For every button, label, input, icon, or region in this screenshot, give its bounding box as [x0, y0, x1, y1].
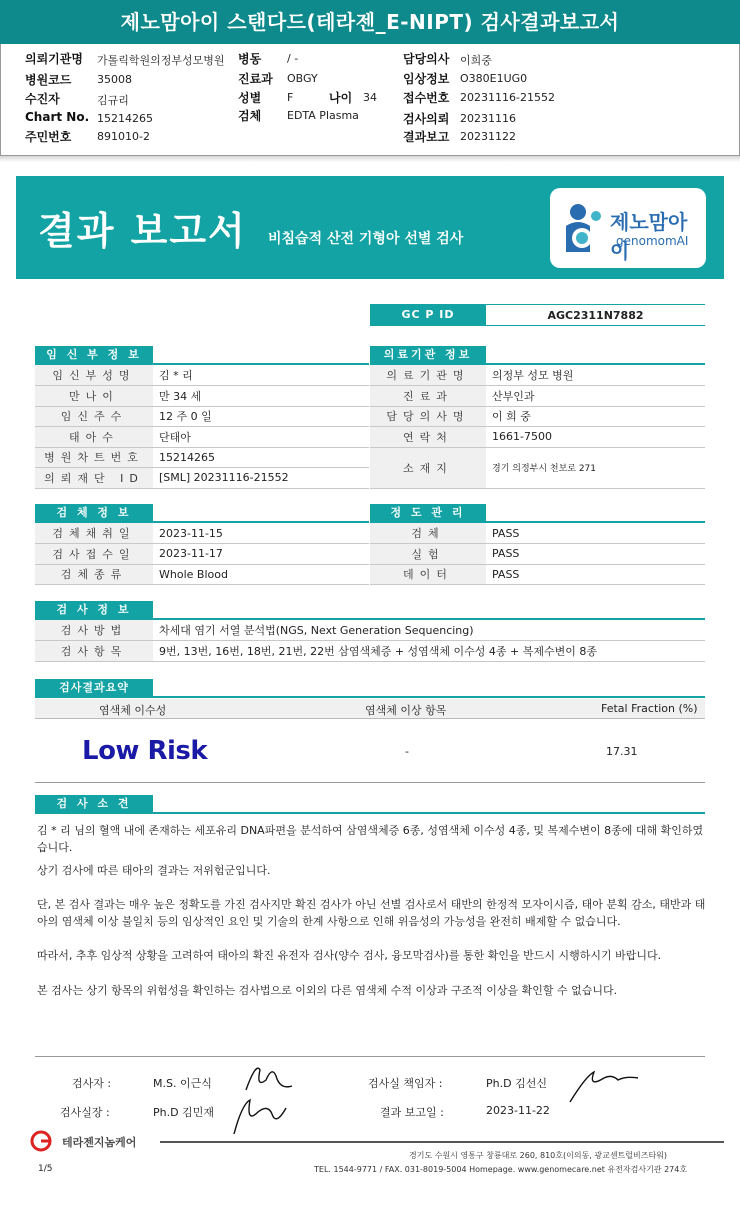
dept-value: OBGY	[287, 72, 318, 85]
genomom-logo	[550, 188, 706, 268]
dept-label: 진료과	[238, 72, 273, 86]
doctor-label: 담당의사	[403, 52, 450, 66]
summary-col-fetal-fraction: Fetal Fraction (%)	[601, 702, 698, 715]
row-label: 검체채취일	[35, 523, 153, 544]
receipt-label: 접수번호	[403, 91, 450, 105]
specimen-label: 검체	[238, 109, 262, 123]
specimen-value: EDTA Plasma	[287, 109, 359, 122]
gcp-id-box	[370, 304, 705, 326]
report-value: 20231122	[460, 130, 516, 143]
table-row	[35, 564, 369, 585]
row-label: 태아수	[35, 427, 153, 448]
row-value: 산부인과	[486, 386, 705, 407]
table-row	[370, 427, 705, 448]
row-value: 만 34 세	[153, 386, 369, 407]
manager-label: 검사실 책임자 :	[368, 1077, 443, 1090]
tester-label: 검사자 :	[72, 1077, 112, 1090]
specimen-table	[35, 523, 369, 585]
row-label: 만나이	[35, 386, 153, 407]
row-label: 의뢰재단 ID	[35, 468, 153, 489]
summary-col-aneuploidy: 염색체 이수성	[99, 704, 167, 717]
row-value: 이 희 중	[486, 406, 705, 427]
row-label: 의료기관명	[370, 365, 486, 386]
chief-name: Ph.D 김민재	[153, 1106, 214, 1119]
section-line	[35, 696, 705, 698]
table-row	[370, 564, 705, 585]
report-date-value: 2023-11-22	[486, 1104, 550, 1117]
request-value: 20231116	[460, 112, 516, 125]
row-value: 의정부 성모 병원	[486, 365, 705, 386]
row-label: 병원차트번호	[35, 447, 153, 468]
report-label: 결과보고	[403, 130, 450, 144]
row-value: PASS	[486, 523, 705, 544]
sex-value: F	[287, 91, 294, 104]
inst-label: 의뢰기관명	[25, 52, 83, 66]
row-value: 12 주 0 일	[153, 406, 369, 427]
tester-signature	[236, 1060, 296, 1096]
code-value: 35008	[97, 73, 132, 86]
row-label: 진료과	[370, 386, 486, 407]
row-value: PASS	[486, 564, 705, 585]
table-row	[35, 447, 369, 468]
ward-label: 병동	[238, 52, 262, 66]
manager-name: Ph.D 김선신	[486, 1077, 547, 1090]
opinion-paragraph-1: 김 * 리 님의 혈액 내에 존재하는 세포유리 DNA파편을 분석하여 삼염색체증 6종, 성염색체 이수성 4종, 및 복제수변이 8종에 대해 확인하였습니다.	[37, 824, 704, 854]
table-row	[35, 406, 369, 427]
table-row	[370, 406, 705, 427]
gcp-value: AGC2311N7882	[486, 304, 705, 326]
table-row	[35, 427, 369, 448]
company-name: 테라젠지놈케어	[62, 1136, 137, 1149]
pregnant-table	[35, 365, 369, 489]
opinion-paragraph-5: 본 검사는 상기 항목의 위험성을 확인하는 검사법으로 이외의 다른 염색체 수적 이상과 구조적 이상을 확인할 수 없습니다.	[37, 984, 618, 997]
row-value: Whole Blood	[153, 564, 369, 585]
age-label: 나이	[329, 91, 353, 105]
table-row	[35, 544, 369, 565]
table-row	[35, 468, 369, 489]
row-value: 차세대 염기 서열 분석법(NGS, Next Generation Sequencing)	[153, 620, 705, 641]
doctor-value: 이희중	[460, 54, 492, 67]
row-label: 검체종류	[35, 564, 153, 585]
section-pregnant: 임 신 부 정 보	[35, 346, 153, 364]
section-specimen: 검 체 정 보	[35, 504, 153, 522]
row-value: PASS	[486, 544, 705, 565]
opinion-paragraph-3: 단, 본 검사 결과는 매우 높은 정확도를 가진 검사지만 확진 검사가 아닌 선별 검사로서 태반의 한정적 모자이시즘, 태아 분획 감소, 태반과 태아의 염색체 이상 불일치 등의 임상적인 요인 및 기술의 한계 사항으로 인해 위음성의 가능성을 완전히 배제할 수 없습니다.	[37, 898, 706, 928]
tester-name: M.S. 이근식	[153, 1077, 212, 1090]
report-title: 제노맘아이 스탠다드(테라젠_E-NIPT) 검사결과보고서	[0, 0, 740, 44]
banner-title: 결과 보고서	[38, 209, 247, 253]
mother-baby-icon	[560, 202, 606, 256]
manager-signature	[566, 1066, 640, 1106]
table-row	[35, 386, 369, 407]
table-row	[35, 365, 369, 386]
row-value: 2023-11-17	[153, 544, 369, 565]
row-value: 경기 의정부시 천보로 271	[486, 447, 705, 488]
report-date-label: 결과 보고일 :	[380, 1106, 444, 1119]
row-label: 담당의사명	[370, 406, 486, 427]
table-row	[370, 447, 705, 488]
signature-divider	[35, 1056, 705, 1057]
logo-text: 제노맘아이	[610, 210, 688, 263]
opinion-paragraph-4: 따라서, 추후 임상적 상황을 고려하여 태아의 확진 유전자 검사(양수 검사, 융모막검사)를 통한 확인을 반드시 시행하시기 바랍니다.	[37, 949, 662, 962]
section-line	[35, 812, 705, 814]
result-banner	[16, 176, 724, 279]
section-summary: 검사결과요약	[35, 679, 153, 697]
logo-subtext: genomomAI	[616, 234, 689, 248]
qc-table	[370, 523, 705, 585]
sex-label: 성별	[238, 91, 262, 105]
banner-subtitle: 비침습적 산전 기형아 선별 검사	[268, 231, 464, 247]
table-row	[370, 523, 705, 544]
patient-meta-box	[0, 44, 740, 156]
opinion-paragraph-2: 상기 검사에 따른 태아의 결과는 저위험군입니다.	[37, 864, 271, 877]
summary-col-abnormal: 염색체 이상 항목	[365, 704, 447, 717]
abnormal-value: -	[405, 745, 409, 758]
table-row	[370, 544, 705, 565]
row-label: 검사접수일	[35, 544, 153, 565]
row-label: 임신부성명	[35, 365, 153, 386]
section-test: 검 사 정 보	[35, 601, 153, 619]
table-row	[35, 523, 369, 544]
row-value: [SML] 20231116-21552	[153, 468, 369, 489]
receipt-value: 20231116-21552	[460, 91, 555, 104]
row-label: 연락처	[370, 427, 486, 448]
chart-label: Chart No.	[25, 110, 90, 124]
page-number: 1/5	[38, 1164, 53, 1174]
rrn-label: 주민번호	[25, 130, 72, 144]
footer-address: 경기도 수원시 영통구 창룡대로 260, 810호(이의동, 광교센트럴비즈타워)	[409, 1151, 668, 1160]
clinical-value: O380E1UG0	[460, 72, 528, 85]
section-opinion: 검 사 소 견	[35, 795, 153, 813]
request-label: 검사의뢰	[403, 112, 450, 126]
row-value: 15214265	[153, 447, 369, 468]
collector-value: 김규리	[97, 94, 129, 107]
age-value: 34	[363, 91, 377, 104]
code-label: 병원코드	[25, 73, 72, 87]
header-shadow	[0, 156, 740, 162]
section-qc: 정 도 관 리	[370, 504, 486, 522]
row-label: 소재지	[370, 447, 486, 488]
row-label: 검사항목	[35, 641, 153, 662]
institution-table	[370, 365, 705, 489]
fetal-fraction-value: 17.31	[606, 745, 638, 758]
table-row	[370, 386, 705, 407]
inst-value: 가톨릭학원의정부성모병원	[97, 54, 225, 67]
result-low-risk: Low Risk	[82, 736, 208, 766]
chief-label: 검사실장 :	[60, 1106, 110, 1119]
clinical-label: 임상정보	[403, 72, 450, 86]
test-table	[35, 620, 705, 662]
row-label: 실험	[370, 544, 486, 565]
row-label: 검사방법	[35, 620, 153, 641]
footer-contact: TEL. 1544-9771 / FAX. 031-8019-5004 Homepage. www.genomecare.net 유전자검사기관 274호	[314, 1165, 688, 1174]
chief-signature	[228, 1094, 288, 1138]
terragen-logo-icon	[30, 1130, 60, 1152]
row-value: 9번, 13번, 16번, 18번, 21번, 22번 삼염색체증 + 성염색체 이수성 4종 + 복제수변이 8종	[153, 641, 705, 662]
section-institution: 의료기관 정보	[370, 346, 486, 364]
rrn-value: 891010-2	[97, 130, 150, 143]
table-row	[35, 641, 705, 662]
row-value: 단태아	[153, 427, 369, 448]
summary-divider	[35, 782, 705, 783]
footer-divider	[160, 1141, 724, 1143]
row-label: 임신주수	[35, 406, 153, 427]
collector-label: 수진자	[25, 92, 60, 106]
ward-value: / -	[287, 52, 299, 65]
row-value: 2023-11-15	[153, 523, 369, 544]
row-label: 검체	[370, 523, 486, 544]
row-value: 김 * 리	[153, 365, 369, 386]
row-label: 데이터	[370, 564, 486, 585]
summary-header-row	[35, 699, 705, 719]
table-row	[370, 365, 705, 386]
row-value: 1661-7500	[486, 427, 705, 448]
table-row	[35, 620, 705, 641]
chart-value: 15214265	[97, 112, 153, 125]
gcp-label: GC P ID	[370, 304, 486, 326]
